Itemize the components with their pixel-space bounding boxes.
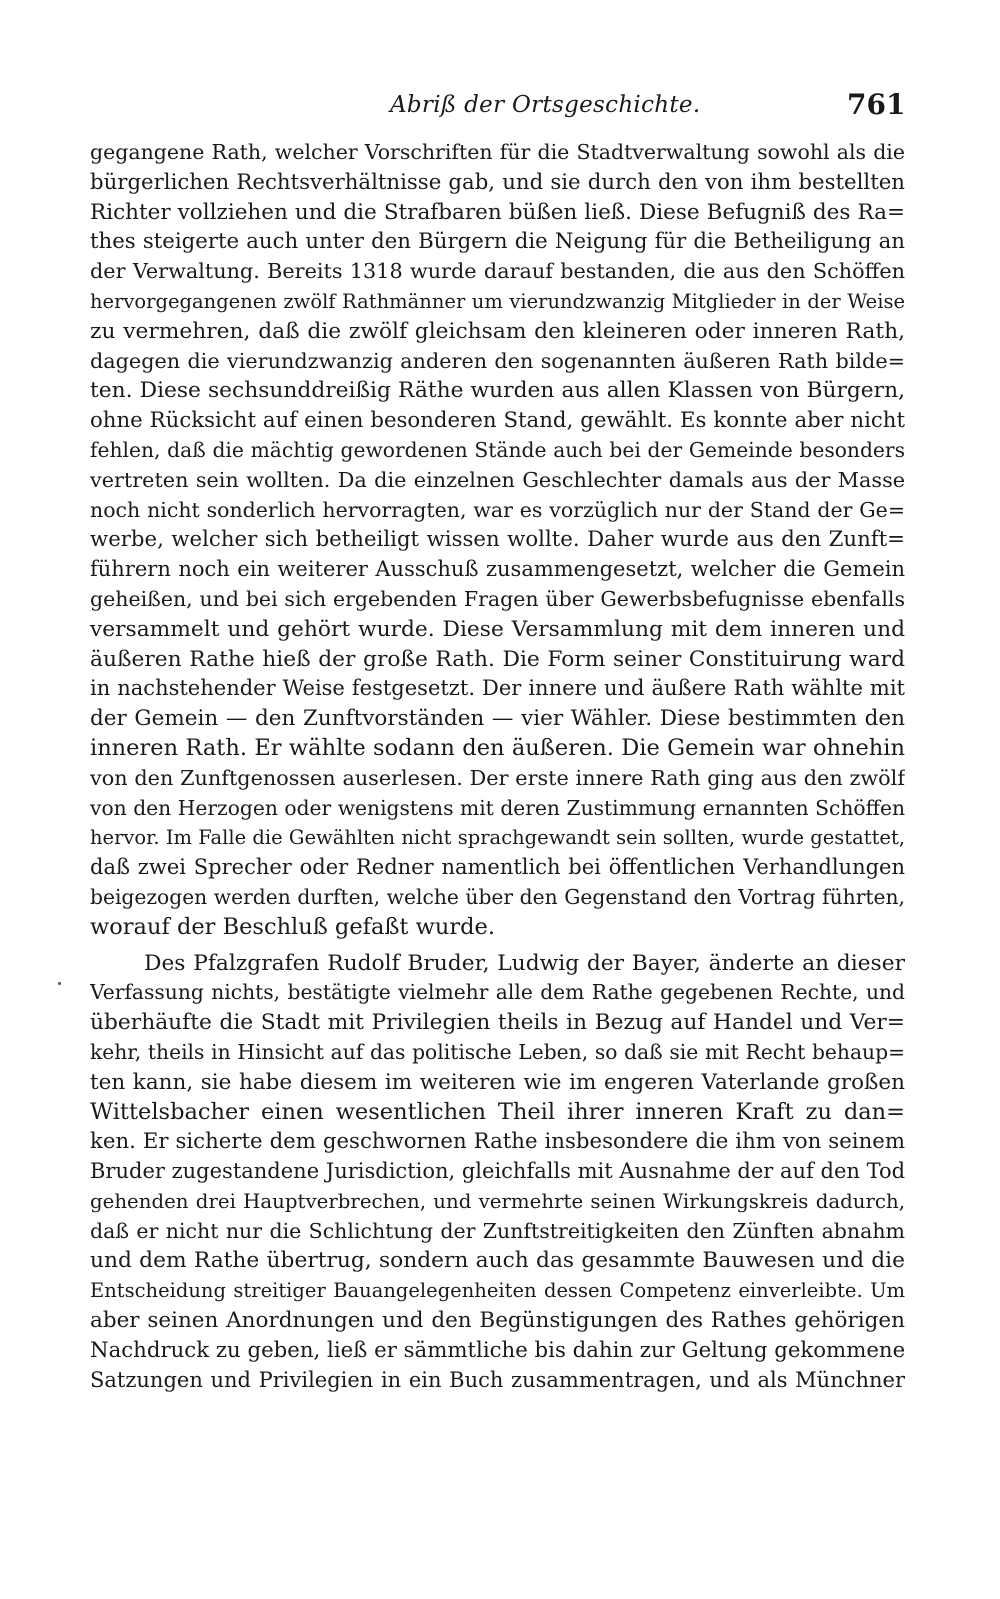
running-title: Abriß der Ortsgeschichte. bbox=[390, 92, 701, 118]
text-line: geheißen, und bei sich ergebenden Fragen über Gewerbsbefugnisse ebenfalls bbox=[90, 586, 905, 611]
paragraph-2 bbox=[90, 949, 905, 1396]
text-line: bürgerlichen Rechtsverhältnisse gab, und sie durch den von ihm bestellten bbox=[90, 169, 905, 195]
text-line: überhäufte die Stadt mit Privilegien theils in Bezug auf Handel und Ver= bbox=[90, 1010, 905, 1036]
text-line: noch nicht sonderlich hervorragten, war es vorzüglich nur der Stand der Ge= bbox=[90, 497, 905, 522]
text-line: zu vermehren, daß die zwölf gleichsam den kleineren oder inneren Rath, bbox=[90, 318, 905, 344]
text-line: vertreten sein wollten. Da die einzelnen Geschlechter damals aus der Masse bbox=[90, 467, 905, 492]
text-line: äußeren Rathe hieß der große Rath. Die Form seiner Constituirung ward bbox=[90, 646, 905, 672]
text-line: von den Herzogen oder wenigstens mit deren Zustimmung ernannten Schöffen bbox=[90, 795, 905, 820]
text-line: inneren Rath. Er wählte sodann den äußeren. Die Gemein war ohnehin bbox=[90, 734, 905, 761]
paragraph-1 bbox=[90, 138, 905, 943]
text-line: der Verwaltung. Bereits 1318 wurde darauf bestanden, die aus den Schöffen bbox=[90, 259, 905, 284]
text-line: Richter vollziehen und die Strafbaren büßen ließ. Diese Befugniß des Ra= bbox=[90, 199, 905, 225]
text-line: daß er nicht nur die Schlichtung der Zunftstreitigkeiten den Zünften abnahm bbox=[90, 1218, 905, 1243]
text-line: gehenden drei Hauptverbrechen, und vermehrte seinen Wirkungskreis dadurch, bbox=[90, 1189, 905, 1213]
text-line: Entscheidung streitiger Bauangelegenheiten dessen Competenz einverleibte. Um bbox=[90, 1279, 905, 1303]
page-number: 761 bbox=[847, 88, 906, 121]
text-line: ken. Er sicherte dem geschwornen Rathe insbesondere die ihm von seinem bbox=[90, 1129, 905, 1155]
text-line: in nachstehender Weise festgesetzt. Der innere und äußere Rath wählte mit bbox=[90, 676, 905, 701]
text-line: gegangene Rath, welcher Vorschriften für die Stadtverwaltung sowohl als die bbox=[90, 140, 905, 164]
text-line: Des Pfalzgrafen Rudolf Bruder, Ludwig der Bayer, änderte an dieser bbox=[144, 950, 905, 976]
text-line: dagegen die vierundzwanzig anderen den sogenannten äußeren Rath bilde= bbox=[90, 348, 905, 373]
text-line: kehr, theils in Hinsicht auf das politische Leben, so daß sie mit Recht behaup= bbox=[90, 1039, 905, 1064]
text-line: hervor. Im Falle die Gewählten nicht sprachgewandt sein sollten, wurde gestattet, bbox=[90, 826, 905, 850]
text-line: worauf der Beschluß gefaßt wurde. bbox=[90, 913, 495, 940]
text-line: thes steigerte auch unter den Bürgern die Neigung für die Betheiligung an bbox=[90, 229, 905, 255]
body-text bbox=[90, 138, 905, 1395]
text-line: beigezogen werden durften, welche über den Gegenstand den Vortrag führten, bbox=[90, 884, 905, 909]
text-line: ten. Diese sechsunddreißig Räthe wurden aus allen Klassen von Bürgern, bbox=[90, 378, 905, 404]
text-line: Verfassung nichts, bestätigte vielmehr alle dem Rathe gegebenen Rechte, und bbox=[90, 980, 905, 1005]
text-line: und dem Rathe übertrug, sondern auch das gesammte Bauwesen und die bbox=[90, 1248, 905, 1274]
text-line: führern noch ein weiterer Ausschuß zusammengesetzt, welcher die Gemein bbox=[90, 557, 905, 582]
text-line: hervorgegangenen zwölf Rathmänner um vierundzwanzig Mitglieder in der Weise bbox=[90, 289, 905, 313]
text-line: fehlen, daß die mächtig gewordenen Stände auch bei der Gemeinde besonders bbox=[90, 437, 905, 462]
text-line: versammelt und gehört wurde. Diese Versammlung mit dem inneren und bbox=[90, 616, 905, 642]
text-line: von den Zunftgenossen auserlesen. Der erste innere Rath ging aus den zwölf bbox=[90, 765, 905, 790]
text-line: werbe, welcher sich betheiligt wissen wollte. Daher wurde aus den Zunft= bbox=[90, 527, 905, 553]
text-line: daß zwei Sprecher oder Redner namentlich bei öffentlichen Verhandlungen bbox=[90, 855, 905, 880]
text-line: Wittelsbacher einen wesentlichen Theil ihrer inneren Kraft zu dan= bbox=[90, 1098, 905, 1125]
text-line: der Gemein — den Zunftvorständen — vier Wähler. Diese bestimmten den bbox=[90, 706, 905, 732]
text-line: Bruder zugestandene Jurisdiction, gleichfalls mit Ausnahme der auf den Tod bbox=[90, 1159, 905, 1184]
text-line: Satzungen und Privilegien in ein Buch zusammentragen, und als Münchner bbox=[90, 1367, 905, 1392]
text-line: Nachdruck zu geben, ließ er sämmtliche bis dahin zur Geltung gekommene bbox=[90, 1337, 905, 1363]
running-header bbox=[0, 88, 1000, 128]
margin-speck bbox=[58, 982, 61, 985]
text-line: ten kann, sie habe diesem im weiteren wie im engeren Vaterlande großen bbox=[90, 1069, 905, 1095]
text-line: aber seinen Anordnungen und den Begünstigungen des Rathes gehörigen bbox=[90, 1308, 905, 1334]
text-line: ohne Rücksicht auf einen besonderen Stand, gewählt. Es konnte aber nicht bbox=[90, 408, 905, 434]
